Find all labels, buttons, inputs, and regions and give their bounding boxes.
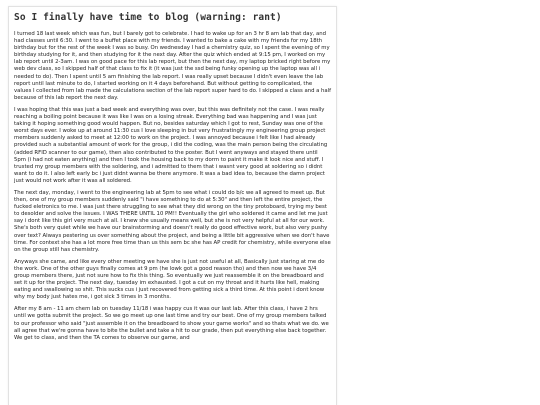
- post-paragraph: After my 8 am - 11 am chem lab on tuesday 11/18 i was happy cus it was our last lab. After this class, i have 2 hrs until we gotta submit the project. So we go meet up one last time and try our best. One of my group members talked to our professor who said "just assemble it on the breadboard to show your game works" and so thats what we do. we all agree that we're gonna have to bite the bullet and take a hit to our grade, then put everything else back together. We get to class, and then the TA comes to observe our game, and: [14, 306, 329, 341]
- post-paragraph: The next day, monday, i went to the engineering lab at 5pm to see what i could do b/c we all agreed to meet up. But then, one of my group members suddenly said "i have something to do at 5:30" and then left the entire project, the fucked eletronics to me. I was just there struggling to see what they did wrong on the tiny protoboard, trying my best to desolder and solve the issues. I WAS THERE UNTIL 10 PM!! Eventually the girl who soldered it came and let me just say i dont like this girl very much at all. I knew she usually means well, but she is not very helpful at all for our work. She's both very quiet while we have our brainstorming and doesn't really do good effective work, but also very pushy over text? Always pestering us over something about the project, and being a little bit aggressive when we don't have time. For context she has a lot more free time than us this sem bc she has AP credit for chemistry, while everyone else on the group still has chemistry.: [14, 189, 331, 253]
- blog-post-body: [9, 7, 336, 342]
- post-paragraph: I was hoping that this was just a bad week and everything was over, but this was definitely not the case. I was really reaching a boiling point because it was like I was on a losing streak. Everything bad was happening and I was just taking it hoping something good would happen. But no, besides saturday which I got to rest, Sunday was one of the worst days ever. I woke up at around 11:30 cus I love sleeping in but very frustratingly my engineering group project members suddenly asked to meet at 12:00 to work on the project. I was annoyed because i felt like I had already provided such a substantial amount of work for the group, i did the coding, was the main person being the circulating (added RFID scanner to our game), then also contributed to the poster. But I went anyways and stayed there until 5pm (i had not eaten anything) and then I took the housing back to my dorm to paint it make it look nice and stuff. I trusted my group members with the soldering, and i admitted to them that i wasnt very good at soldering so i didnt want to do it. I also left early bc i just didnt wanna be there anymore. It was a bad idea to, because the damn project just would not work after it was all soldered.: [14, 106, 328, 184]
- post-paragraph: Anyways she came, and like every other meeting we have she is just not useful at all, Basically just staring at me do the work. One of the other guys finally comes at 9 pm (he lowk got a good reason tho) and then now we have 3/4 group members there, just not sure how to fix this thing. So eventually we just reassemble it on the breadboard and set it up for the project. The next day, tuesday im exhausted. I got a cut on my throat and it hurts like hell, making eating and swallowing so shit. This sucks cus i just recovered from getting sick a third time. At this point i dont know why my body just hates me, i got sick 3 times in 3 months.: [14, 258, 325, 301]
- post-title: So I finally have time to blog (warning: rant): [14, 12, 282, 23]
- blog-post: [8, 6, 337, 405]
- post-paragraph: I turned 18 last week which was fun, but I barely got to celebrate. I had to wake up for an 3 hr 8 am lab that day, and had classes until 6:30. I went to a buffet place with my friends. I wanted to bake a cake with my friends for my 18th birthday but for the rest of the week I was so busy. On wednesday I had a chemistry quiz, so I spent the evening of my birthday studying for it, and then studying for it the next day. After the quiz which ended at 9:15 pm, I worked on my lab report until 2-3am. I was on good pace for this lab report, but then the next day, my laptop bricked right before my web dev class, so I skipped half of that class to fix it (it was just the ssd being funky opening up the laptop was all i needed to do). Then I spent until 5 am finishing the lab report. I was really upset because I didn't even leave the lab report until last minute to do, I started working on it 4 days beforehand. But without getting to complicated, the values I collected from lab made the calculations section of the lab report super hard to do. I skipped a class and a half because of this lab report the next day.: [14, 31, 331, 101]
